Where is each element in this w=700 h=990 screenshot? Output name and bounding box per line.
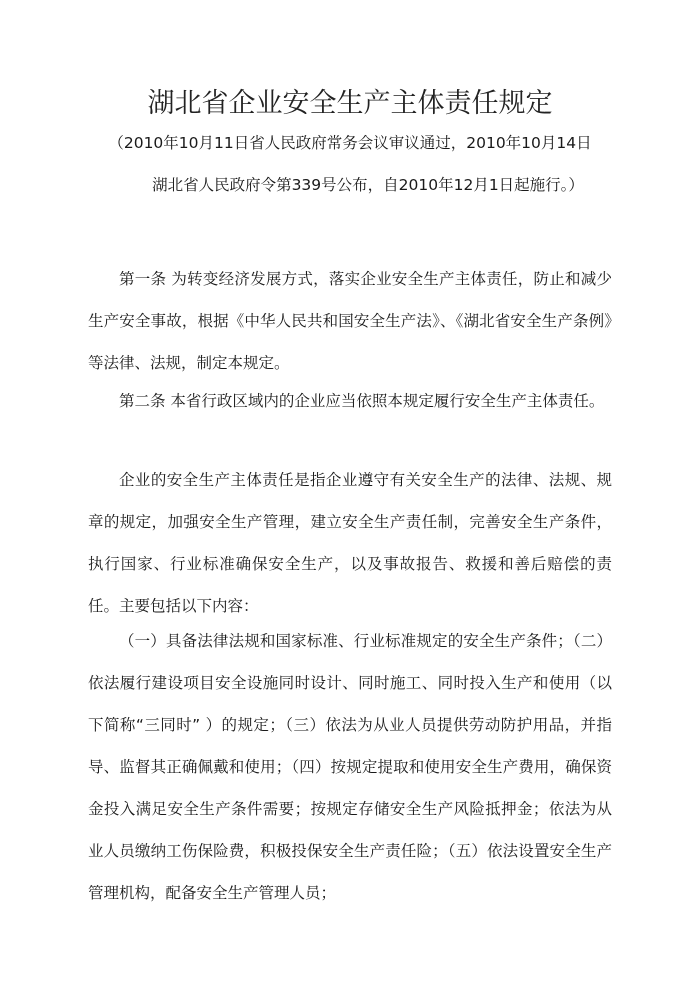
article-1-paragraph: 第一条 为转变经济发展方式，落实企业安全生产主体责任，防止和减少生产安全事故，根据《中华人民共和国安全生产法》、《湖北省安全生产条例》等法律、法规，制定本规定。 (88, 270, 612, 372)
article-1-block (88, 258, 612, 384)
responsibility-definition-paragraph: 企业的安全生产主体责任是指企业遵守有关安全生产的法律、法规、规章的规定，加强安全生产管理，建立安全生产责任制，完善安全生产条件，执行国家、行业标准确保安全生产，以及事故报告、救援和善后赔偿的责任。主要包括以下内容： (88, 471, 612, 615)
responsibility-definition-block (88, 459, 612, 627)
article-2-block (88, 380, 612, 422)
responsibility-items-paragraph: （一）具备法律法规和国家标准、行业标准规定的安全生产条件；（二）依法履行建设项目安全设施同时设计、同时施工、同时投入生产和使用（以下简称“三同时” ）的规定；（三）依法为从业人员提供劳动防护用品，并指导、监督其正确佩戴和使用；（四）按规定提取和使用安全生产费用，确保资金投入满足安全生产条件需要；按规定存储安全生产风险抵押金；依法为从业人员缴纳工伤保险费，积极投保安全生产责任险；（五）依法设置安全生产管理机构，配备安全生产管理人员； (88, 632, 612, 902)
article-2-paragraph: 第二条 本省行政区域内的企业应当依照本规定履行安全生产主体责任。 (119, 392, 605, 410)
document-title: 湖北省企业安全生产主体责任规定 (147, 88, 553, 119)
responsibility-items-block (88, 620, 612, 914)
subtitle-line-1: （2010年10月11日省人民政府常务会议审议通过，2010年10月14日 (108, 134, 592, 152)
subtitle-line-2: 湖北省人民政府令第339号公布，自2010年12月1日起施行。） (152, 176, 584, 194)
